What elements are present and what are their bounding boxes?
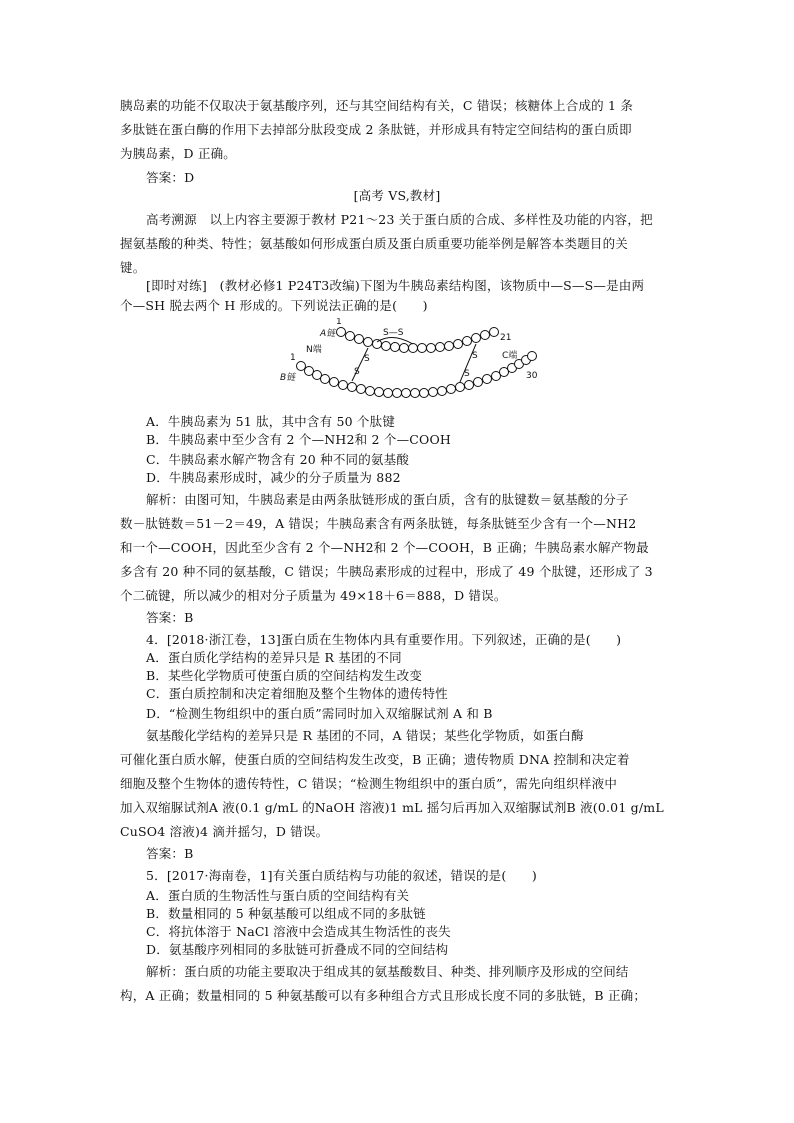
answer-line: 答案：D: [146, 170, 195, 185]
explanation-line: 多含有 20 种不同的氨基酸，C 错误；牛胰岛素形成的过程中，形成了 49 个肽键，还形成了 3: [120, 564, 653, 579]
question-line: 5．[2017·海南卷，1]有关蛋白质结构与功能的叙述，错误的是( ): [146, 868, 537, 883]
text-line: 键。: [120, 260, 146, 275]
section-heading: [高考 VS,教材]: [353, 188, 441, 203]
label-a-chain: A链: [320, 329, 336, 339]
label-21: 21: [500, 333, 512, 343]
answer-line: 答案：B: [146, 610, 194, 625]
explanation-line: 解析：蛋白质的功能主要取决于组成其的氨基酸数目、种类、排列顺序及形成的空间结: [146, 964, 629, 979]
label-s: S: [354, 367, 360, 377]
explanation-line: 和一个—COOH，因此至少含有 2 个—NH2和 2 个—COOH，B 正确；牛胰岛素水解产物最: [120, 540, 649, 555]
label-ss: S—S: [383, 328, 404, 338]
option-line: D．氨基酸序列相同的多肽链可折叠成不同的空间结构: [146, 942, 449, 957]
option-line: D．牛胰岛素形成时，减少的分子质量为 882: [146, 470, 401, 485]
explanation-line: 细胞及整个生物体的遗传特性，C 错误；“检测生物组织中的蛋白质”，需先向组织样液中: [120, 776, 618, 791]
question-line: [即时对练] (教材必修1 P24T3改编)下图为牛胰岛素结构图，该物质中—S—S—是由两: [146, 278, 645, 293]
question-line: 4．[2018·浙江卷，13]蛋白质在生物体内具有重要作用。下列叙述，正确的是( ): [146, 632, 622, 647]
label-s: S: [472, 351, 478, 361]
text-line: 为胰岛素，D 正确。: [120, 146, 236, 161]
label-b1: 1: [290, 353, 296, 363]
option-line: B．某些化学物质可使蛋白质的空间结构发生改变: [146, 668, 423, 683]
explanation-line: 构，A 正确；数量相同的 5 种氨基酸可以有多种组合方式且形成长度不同的多肽链，B 正确；: [120, 988, 647, 1003]
explanation-line: CuSO4 溶液)4 滴并摇匀，D 错误。: [120, 824, 329, 839]
option-line: B．牛胰岛素中至少含有 2 个—NH2和 2 个—COOH: [146, 432, 452, 447]
text-line: 胰岛素的功能不仅取决于氨基酸序列，还与其空间结构有关，C 错误；核糖体上合成的 1 条: [120, 98, 634, 113]
option-line: A．蛋白质化学结构的差异只是 R 基团的不同: [146, 650, 402, 665]
text-line: 握氨基酸的种类、特性；氨基酸如何形成蛋白质及蛋白质重要功能举例是解答本类题目的关: [120, 236, 629, 251]
option-line: A．蛋白质的生物活性与蛋白质的空间结构有关: [146, 888, 410, 903]
explanation-line: 个二硫键，所以减少的相对分子质量为 49×18＋6＝888，D 错误。: [120, 588, 507, 603]
option-line: A．牛胰岛素为 51 肽，其中含有 50 个肽键: [146, 414, 396, 429]
explanation-line: 氨基酸化学结构的差异只是 R 基团的不同，A 错误；某些化学物质，如蛋白酶: [146, 728, 584, 743]
label-a1: 1: [336, 318, 342, 327]
text-line: 多肽链在蛋白酶的作用下去掉部分肽段变成 2 条肽链，并形成具有特定空间结构的蛋白质即: [120, 122, 632, 137]
label-b-chain: B链: [280, 373, 296, 383]
explanation-line: 可催化蛋白质水解，使蛋白质的空间结构发生改变，B 正确；遗传物质 DNA 控制和决定着: [120, 752, 630, 767]
question-line: 个—SH 脱去两个 H 形成的。下列说法正确的是( ): [120, 298, 428, 313]
option-line: D．“检测生物组织中的蛋白质”需同时加入双缩脲试剂 A 和 B: [146, 706, 493, 721]
explanation-line: 加入双缩脲试剂A 液(0.1 g/mL 的NaOH 溶液)1 mL 摇匀后再加入双缩脲试剂B 液(0.01 g/mL: [120, 800, 664, 815]
label-s: S: [464, 369, 470, 379]
label-30: 30: [526, 371, 538, 381]
label-c-end: C端: [502, 351, 518, 361]
text-line: 高考溯源 以上内容主要源于教材 P21～23 关于蛋白质的合成、多样性及功能的内容，把: [146, 212, 653, 227]
explanation-line: 解析：由图可知，牛胰岛素是由两条肽链形成的蛋白质，含有的肽键数＝氨基酸的分子: [146, 492, 629, 507]
explanation-line: 数－肽链数＝51－2＝49，A 错误；牛胰岛素含有两条肽链，每条肽链至少含有一个—NH2: [120, 516, 637, 531]
label-n-end: N端: [306, 345, 322, 355]
label-s: S: [364, 354, 370, 364]
option-line: C．蛋白质控制和决定着细胞及整个生物体的遗传特性: [146, 686, 448, 701]
option-line: B．数量相同的 5 种氨基酸可以组成不同的多肽链: [146, 906, 426, 921]
answer-line: 答案：B: [146, 846, 194, 861]
option-line: C．牛胰岛素水解产物含有 20 种不同的氨基酸: [146, 452, 410, 467]
option-line: C．将抗体溶于 NaCl 溶液中会造成其生物活性的丧失: [146, 924, 451, 939]
insulin-structure-diagram: [280, 318, 540, 398]
